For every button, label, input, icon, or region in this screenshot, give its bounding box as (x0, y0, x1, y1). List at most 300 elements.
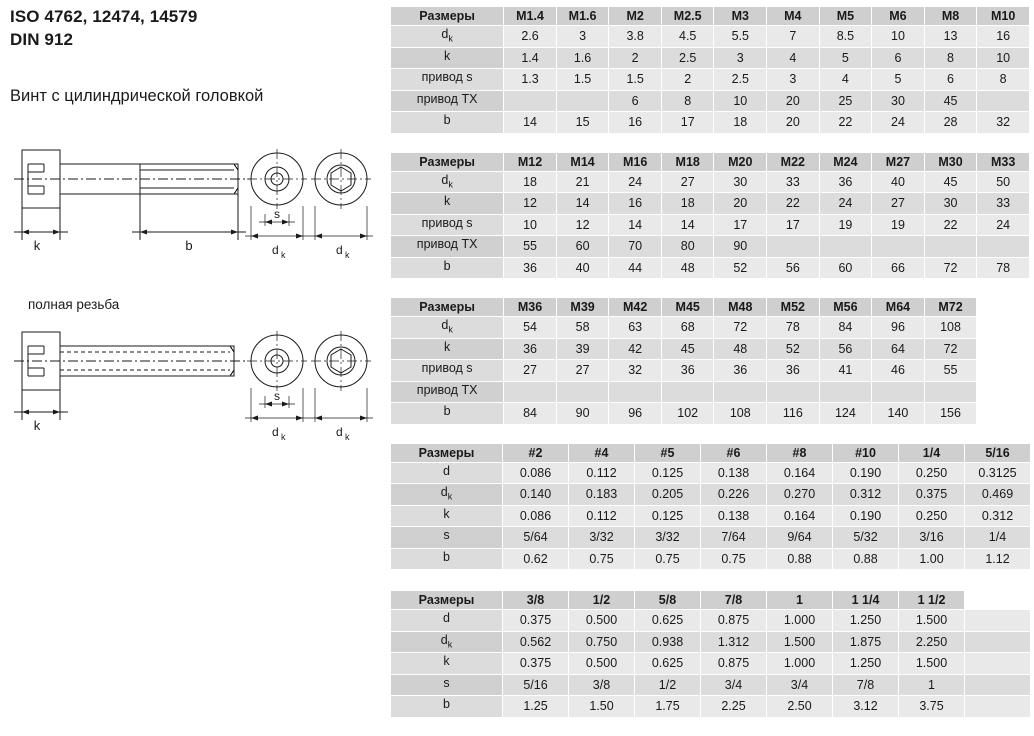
header-cell: M30 (924, 152, 977, 171)
cell: 17 (661, 112, 714, 134)
cell: 0.500 (569, 610, 635, 632)
dimension-table-imperial-small (390, 443, 1031, 571)
screw-drawing-full-thread (4, 320, 384, 450)
row-label: привод s (391, 69, 504, 91)
header-cell: M8 (924, 7, 977, 26)
header-cell: M2.5 (661, 7, 714, 26)
cell: 20 (767, 90, 820, 112)
cell: 1.250 (833, 653, 899, 675)
cell: 0.086 (503, 462, 569, 484)
cell: 0.375 (503, 653, 569, 675)
cell: 36 (661, 360, 714, 382)
cell: 70 (609, 236, 662, 258)
cell: 7/64 (701, 527, 767, 549)
cell: 0.312 (965, 505, 1031, 527)
cell: 8 (977, 69, 1030, 91)
cell: 52 (767, 338, 820, 360)
cell (661, 381, 714, 403)
cell: 108 (714, 403, 767, 425)
cell: 1.875 (833, 631, 899, 653)
cell: 1.250 (833, 610, 899, 632)
cell: 14 (609, 214, 662, 236)
table-row (391, 193, 1030, 215)
row-label: b (391, 403, 504, 425)
cell (924, 236, 977, 258)
table-row (391, 381, 1030, 403)
cell: 24 (609, 171, 662, 193)
screw-drawing-partial-thread (4, 128, 384, 268)
cell: 0.938 (635, 631, 701, 653)
cell: 19 (819, 214, 872, 236)
header-cell: #5 (635, 443, 701, 462)
cell-empty (977, 338, 1030, 360)
cell: 36 (767, 360, 820, 382)
cell (767, 236, 820, 258)
dimension-tables (390, 0, 1034, 736)
svg-text:k: k (33, 238, 41, 253)
table-header-row (391, 152, 1030, 171)
cell: 22 (924, 214, 977, 236)
table-row (391, 338, 1030, 360)
table-row (391, 112, 1030, 134)
table-row (391, 527, 1031, 549)
row-label: $d_k$ (391, 631, 503, 653)
cell: 20 (714, 193, 767, 215)
cell (504, 90, 557, 112)
cell: 0.88 (833, 548, 899, 570)
header-cell: M24 (819, 152, 872, 171)
cell: 2.25 (701, 696, 767, 718)
cell: 4.5 (661, 26, 714, 48)
cell: 1.3 (504, 69, 557, 91)
cell: 3/4 (701, 674, 767, 696)
cell: 3.8 (609, 26, 662, 48)
cell: 1.500 (899, 653, 965, 675)
cell: 1.500 (767, 631, 833, 653)
cell: 3/8 (569, 674, 635, 696)
svg-text:s: s (274, 207, 280, 221)
row-label: привод ТХ (391, 90, 504, 112)
cell: 3.12 (833, 696, 899, 718)
cell: 2 (609, 47, 662, 69)
header-cell: #4 (569, 443, 635, 462)
cell: 27 (872, 193, 925, 215)
svg-text:k: k (281, 250, 286, 260)
cell: 66 (872, 257, 925, 279)
cell: 3 (767, 69, 820, 91)
cell: 0.190 (833, 505, 899, 527)
header-cell: M20 (714, 152, 767, 171)
cell: 5 (819, 47, 872, 69)
row-label: d (391, 610, 503, 632)
cell: 16 (609, 112, 662, 134)
header-cell: #2 (503, 443, 569, 462)
cell: 16 (609, 193, 662, 215)
row-label: k (391, 47, 504, 69)
cell: 3/32 (569, 527, 635, 549)
cell: 2.6 (504, 26, 557, 48)
cell-empty (977, 317, 1030, 339)
row-label: k (391, 338, 504, 360)
cell: 58 (556, 317, 609, 339)
row-label: $d_k$ (391, 317, 504, 339)
cell: 27 (504, 360, 557, 382)
header-cell: Размеры (391, 591, 503, 610)
cell (965, 631, 1031, 653)
cell: 6 (609, 90, 662, 112)
cell: 36 (714, 360, 767, 382)
table-row (391, 257, 1030, 279)
cell: 42 (609, 338, 662, 360)
header-cell: M12 (504, 152, 557, 171)
table-row (391, 505, 1031, 527)
cell: 0.112 (569, 505, 635, 527)
cell: 17 (714, 214, 767, 236)
cell: 0.164 (767, 505, 833, 527)
row-label: s (391, 527, 503, 549)
header-cell: M4 (767, 7, 820, 26)
table-row (391, 548, 1031, 570)
header-cell: M18 (661, 152, 714, 171)
cell: 1.25 (503, 696, 569, 718)
cell: 3/16 (899, 527, 965, 549)
cell: 63 (609, 317, 662, 339)
cell: 90 (714, 236, 767, 258)
cell: 80 (661, 236, 714, 258)
cell (556, 381, 609, 403)
cell: 2.50 (767, 696, 833, 718)
header-cell: Размеры (391, 7, 504, 26)
cell: 64 (872, 338, 925, 360)
header-cell: M52 (767, 298, 820, 317)
row-label: b (391, 257, 504, 279)
cell: 60 (556, 236, 609, 258)
table-row (391, 631, 1031, 653)
cell: 102 (661, 403, 714, 425)
cell: 55 (924, 360, 977, 382)
cell: 18 (504, 171, 557, 193)
cell: 0.183 (569, 484, 635, 506)
cell: 108 (924, 317, 977, 339)
cell (977, 236, 1030, 258)
table-row (391, 69, 1030, 91)
table-row (391, 484, 1031, 506)
cell: 84 (819, 317, 872, 339)
cell: 0.125 (635, 505, 701, 527)
cell (714, 381, 767, 403)
caption-full-thread: полная резьба (28, 297, 120, 312)
dimension-table-metric-large (390, 297, 1030, 425)
cell: 0.205 (635, 484, 701, 506)
cell: 45 (924, 90, 977, 112)
cell: 5 (872, 69, 925, 91)
header-cell: #8 (767, 443, 833, 462)
cell: 78 (977, 257, 1030, 279)
cell: 0.625 (635, 653, 701, 675)
cell: 0.375 (899, 484, 965, 506)
cell: 9/64 (767, 527, 833, 549)
cell (504, 381, 557, 403)
cell: 156 (924, 403, 977, 425)
cell: 0.312 (833, 484, 899, 506)
cell: 1 (899, 674, 965, 696)
svg-text:k: k (281, 432, 286, 442)
cell: 7/8 (833, 674, 899, 696)
cell: 4 (767, 47, 820, 69)
cell: 1.50 (569, 696, 635, 718)
cell: 27 (661, 171, 714, 193)
svg-text:k: k (345, 250, 350, 260)
table-row (391, 26, 1030, 48)
header-cell: M10 (977, 7, 1030, 26)
cell: 1.5 (609, 69, 662, 91)
header-cell: 1 (767, 591, 833, 610)
cell: 0.62 (503, 548, 569, 570)
table-row (391, 90, 1030, 112)
cell: 40 (872, 171, 925, 193)
svg-text:d: d (336, 425, 343, 439)
header-cell: 1 1/4 (833, 591, 899, 610)
cell: 25 (819, 90, 872, 112)
cell: 116 (767, 403, 820, 425)
cell: 48 (714, 338, 767, 360)
cell: 140 (872, 403, 925, 425)
cell (556, 90, 609, 112)
title-line-2: DIN 912 (10, 29, 74, 49)
cell: 28 (924, 112, 977, 134)
cell: 54 (504, 317, 557, 339)
cell: 14 (556, 193, 609, 215)
cell: 0.88 (767, 548, 833, 570)
cell: 52 (714, 257, 767, 279)
cell (965, 653, 1031, 675)
cell: 0.500 (569, 653, 635, 675)
cell: 1/4 (965, 527, 1031, 549)
header-cell: M6 (872, 7, 925, 26)
header-cell: Размеры (391, 443, 503, 462)
cell: 0.75 (635, 548, 701, 570)
dimension-table-metric-medium (390, 152, 1030, 280)
table-row (391, 696, 1031, 718)
header-cell: M45 (661, 298, 714, 317)
cell (609, 381, 662, 403)
cell: 1.312 (701, 631, 767, 653)
cell: 1.000 (767, 610, 833, 632)
header-cell: M42 (609, 298, 662, 317)
cell: 3 (714, 47, 767, 69)
cell: 0.138 (701, 505, 767, 527)
cell: 30 (714, 171, 767, 193)
row-label: k (391, 193, 504, 215)
table-header-row (391, 591, 1031, 610)
cell: 45 (661, 338, 714, 360)
cell: 56 (819, 338, 872, 360)
cell: 50 (977, 171, 1030, 193)
cell: 1.4 (504, 47, 557, 69)
cell: 0.250 (899, 505, 965, 527)
cell-empty (977, 360, 1030, 382)
cell (924, 381, 977, 403)
cell: 18 (661, 193, 714, 215)
row-label: b (391, 112, 504, 134)
header-cell: M22 (767, 152, 820, 171)
cell: 0.3125 (965, 462, 1031, 484)
cell: 36 (819, 171, 872, 193)
cell: 124 (819, 403, 872, 425)
header-cell: M33 (977, 152, 1030, 171)
row-label: привод ТХ (391, 236, 504, 258)
page-subtitle: Винт с цилиндрической головкой (10, 87, 264, 105)
left-column (0, 0, 388, 703)
title-line-1: ISO 4762, 12474, 14579 (10, 7, 198, 26)
table-row (391, 403, 1030, 425)
header-cell: M1.6 (556, 7, 609, 26)
cell: 0.112 (569, 462, 635, 484)
cell: 0.75 (569, 548, 635, 570)
svg-text:s: s (274, 389, 280, 403)
svg-text:k: k (33, 418, 41, 433)
cell: 10 (714, 90, 767, 112)
cell: 1.000 (767, 653, 833, 675)
table-row (391, 653, 1031, 675)
cell: 5/64 (503, 527, 569, 549)
cell: 0.250 (899, 462, 965, 484)
cell: 22 (767, 193, 820, 215)
cell: 48 (661, 257, 714, 279)
table-row (391, 171, 1030, 193)
dimension-table-metric-small (390, 6, 1030, 134)
cell: 32 (977, 112, 1030, 134)
cell: 90 (556, 403, 609, 425)
header-cell: M14 (556, 152, 609, 171)
table-row (391, 214, 1030, 236)
cell: 72 (924, 338, 977, 360)
header-cell: 5/8 (635, 591, 701, 610)
cell: 60 (819, 257, 872, 279)
cell: 36 (504, 257, 557, 279)
cell: 0.875 (701, 610, 767, 632)
cell: 27 (556, 360, 609, 382)
page-title (10, 6, 197, 52)
cell: 12 (504, 193, 557, 215)
cell: 33 (977, 193, 1030, 215)
cell: 5/16 (503, 674, 569, 696)
cell: 0.140 (503, 484, 569, 506)
header-cell: 1/2 (569, 591, 635, 610)
cell: 17 (767, 214, 820, 236)
cell: 10 (504, 214, 557, 236)
cell: 0.562 (503, 631, 569, 653)
cell: 2.5 (661, 47, 714, 69)
cell: 0.625 (635, 610, 701, 632)
cell: 56 (767, 257, 820, 279)
cell: 0.164 (767, 462, 833, 484)
cell: 24 (872, 112, 925, 134)
cell: 0.125 (635, 462, 701, 484)
cell: 0.750 (569, 631, 635, 653)
cell: 15 (556, 112, 609, 134)
cell: 1/2 (635, 674, 701, 696)
cell: 2 (661, 69, 714, 91)
cell: 33 (767, 171, 820, 193)
cell: 30 (924, 193, 977, 215)
table-header-row (391, 443, 1031, 462)
header-cell: M16 (609, 152, 662, 171)
header-cell: M64 (872, 298, 925, 317)
table-header-row (391, 7, 1030, 26)
table-row (391, 462, 1031, 484)
cell: 1.500 (899, 610, 965, 632)
cell (872, 381, 925, 403)
row-label: s (391, 674, 503, 696)
header-cell: M2 (609, 7, 662, 26)
cell: 0.086 (503, 505, 569, 527)
cell: 6 (924, 69, 977, 91)
cell: 20 (767, 112, 820, 134)
header-cell: Размеры (391, 152, 504, 171)
cell: 45 (924, 171, 977, 193)
cell: 72 (924, 257, 977, 279)
cell: 44 (609, 257, 662, 279)
header-cell: Размеры (391, 298, 504, 317)
cell (965, 674, 1031, 696)
cell: 8.5 (819, 26, 872, 48)
header-cell: #10 (833, 443, 899, 462)
cell (977, 90, 1030, 112)
cell: 14 (504, 112, 557, 134)
cell: 96 (609, 403, 662, 425)
table-row (391, 674, 1031, 696)
svg-text:b: b (185, 238, 193, 253)
header-cell: 1/4 (899, 443, 965, 462)
table-row (391, 610, 1031, 632)
cell: 6 (872, 47, 925, 69)
header-cell: M36 (504, 298, 557, 317)
cell: 8 (924, 47, 977, 69)
cell: 10 (872, 26, 925, 48)
header-cell: 1 1/2 (899, 591, 965, 610)
header-cell: M3 (714, 7, 767, 26)
cell: 1.5 (556, 69, 609, 91)
cell: 5.5 (714, 26, 767, 48)
cell: 4 (819, 69, 872, 91)
cell: 2.250 (899, 631, 965, 653)
cell: 1.75 (635, 696, 701, 718)
header-cell-empty (965, 591, 1031, 610)
svg-text:k: k (345, 432, 350, 442)
cell: 96 (872, 317, 925, 339)
cell: 0.469 (965, 484, 1031, 506)
header-cell: M72 (924, 298, 977, 317)
svg-text:d: d (272, 425, 279, 439)
cell: 1.6 (556, 47, 609, 69)
header-cell: M48 (714, 298, 767, 317)
row-label: привод s (391, 360, 504, 382)
header-cell: M56 (819, 298, 872, 317)
row-label: привод ТХ (391, 381, 504, 403)
row-label: $d_k$ (391, 484, 503, 506)
row-label: b (391, 548, 503, 570)
cell: 30 (872, 90, 925, 112)
cell: 0.190 (833, 462, 899, 484)
cell (965, 610, 1031, 632)
cell: 32 (609, 360, 662, 382)
cell: 24 (977, 214, 1030, 236)
cell: 1.12 (965, 548, 1031, 570)
cell: 13 (924, 26, 977, 48)
cell: 3/4 (767, 674, 833, 696)
header-cell: 7/8 (701, 591, 767, 610)
